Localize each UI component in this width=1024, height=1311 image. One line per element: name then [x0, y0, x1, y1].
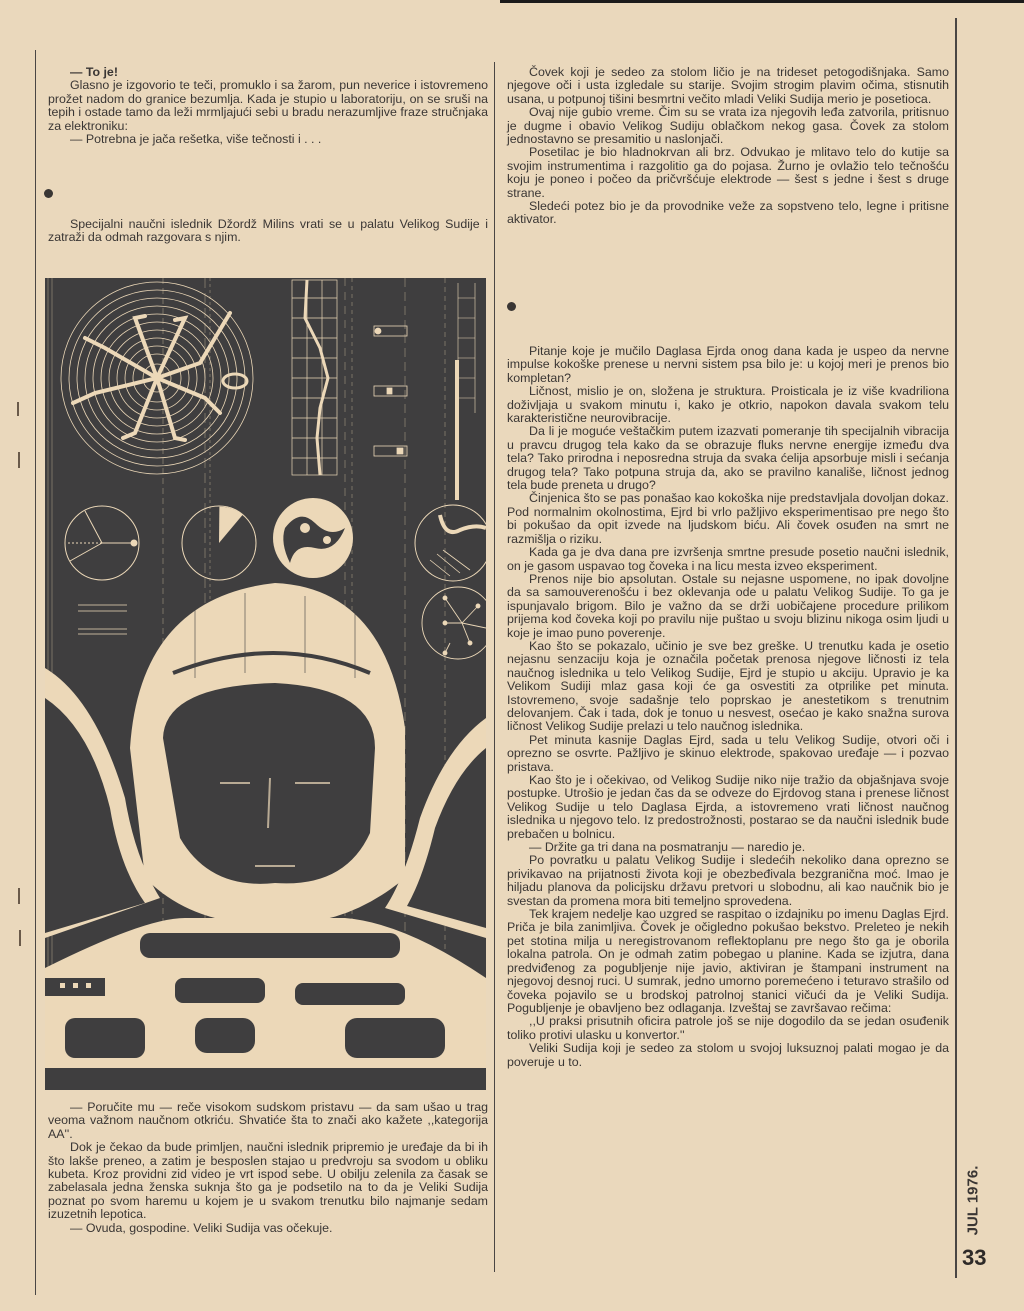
paragraph: Kao što je i očekivao, od Velikog Sudije niko nije tražio da objašnjava svoje postupke. Utrošio je jedan čas da se odveze do Ejrdovog stana i prenese ličnost Velikog Sudije u telo Daglasa Ejrda, a istovremeno vrati ličnost naučnog islednika u njegovo telo. Iz predostrožnosti, postarao se da naučni islednik bude prebačen u bolnicu. [507, 773, 949, 841]
margin-mark [19, 930, 21, 946]
margin-mark [18, 452, 20, 468]
paragraph: Specijalni naučni islednik Džordž Milins vrati se u palatu Velikog Sudije i zatraži da odmah razgovara s njim. [48, 217, 488, 245]
left-column-top-text [48, 66, 488, 146]
paragraph: ,,U praksi prisutnih oficira patrole još se nije dogodilo da se jedan osuđenik toliko protivi ulasku u konvertor.'' [507, 1014, 949, 1042]
paragraph: Ovaj nije gubio vreme. Čim su se vrata iza njegovih leđa zatvorila, pritisnuo je dugme i obavio Velikog Sudiju oblačkom nekog gasa. Čovek za stolom jednostavno se presamitio u naslonjači. [507, 105, 949, 147]
section-bullet [44, 189, 53, 198]
astronaut-illustration [45, 278, 486, 1090]
paragraph: — Ovuda, gospodine. Veliki Sudija vas očekuje. [70, 1220, 333, 1235]
astronaut-helmet [130, 583, 405, 923]
right-column-top-text [507, 66, 949, 227]
paragraph: — Potrebna je jača rešetka, više tečnosti i . . . [70, 132, 322, 147]
issue-date-text: JUL 1976. [964, 1165, 982, 1235]
paragraph: Dok je čekao da bude primljen, naučni islednik pripremio je uređaje da bi ih što lakše preneo, a zatim je besposlen stajao u predvroju sa svodom u obliku kubeta. Kroz providni zid video je vrt ispod sebe. U obilju zelenila za časak se zabelasala jedna ženska suknja što ga je podsetilo na to da je Veliki Sudija poznat po svom haremu u kojem je u svakom trenutku bilo najmanje sedam izuzetnih lepotica. [48, 1140, 488, 1222]
paragraph: Činjenica što se pas ponašao kao kokoška nije predstavljala dovoljan dokaz. Pod normalnim okolnostima, Ejrd bi vrlo pažljivo eksperimentisao pre nego što bi pokušao da opit izvede na ljudskom biću. Ali čovek osuđen na smrt ne razmišlja o riziku. [507, 491, 949, 546]
left-column-rule [35, 50, 36, 1295]
right-column-section-text [507, 345, 949, 1069]
issue-date [958, 1165, 988, 1235]
dial-blob [273, 498, 353, 578]
paragraph: Pitanje koje je mučilo Daglasa Ejrda onog dana kada je uspeo da nervne impulse kokoške prenese u nervni sistem psa bilo je: u kojoj meri je prenos bio kompletan? [507, 344, 949, 385]
paragraph: Kao što se pokazalo, učinio je sve bez greške. U trenutku kada je osetio nejasnu senzaciju koja je označila početak prenosa njegove ličnosti iz tela naučnog islednika u telo Velikog Sudije, Ejrd je stupio u akciju. Upravio je ka Velikom Sudiji mlaz gasa koji će ga osvestiti za otprilike pet minuta. Istovremeno, svoje sadašnje telo poprskao je anestetikom s trenutnim delovanjem. Čak i tada, dok je tonuo u nesvest, osećao je kako snažna surova ličnost Velikog Sudije prelazi u telo naučnog islednika. [507, 638, 949, 734]
page-number: 33 [962, 1245, 987, 1270]
paragraph: Tek krajem nedelje kao uzgred se raspitao o izdajniku po imenu Daglas Ejrd. Priča je bila zanimljiva. Čovek je očigledno pokušao bekstvo. Preleteo je nekih pet stotina milja u neregistrovanom reflektoplanu pre nego što ga je oborila lokalna patrola. On je odmah zatim pobegao u planine. Kada se izjutra, dana predviđenog za pogubljenje nije javio, aktiviran je štampani instrument na njegovoj desnoj ruci. U sumrak, jedno umorno poremećeno i teturavo strašilo od čoveka pojavilo se u brodskoj patrolnoj stanici vičući da je Veliki Sudija. Pogubljenje je obavljeno bez odlaganja. Izveštaj se završavao rečima: [507, 907, 949, 1015]
margin-mark [18, 888, 20, 904]
paragraph: Ličnost, mislio je on, složena je struktura. Proisticala je iz više kvadriliona doživljaja u svakom minutu i, kako je otkrio, napokon davala svakom telu karakteristične neurovibracije. [507, 384, 949, 426]
left-column-section-text [48, 218, 488, 245]
paragraph: Kada ga je dva dana pre izvršenja smrtne presude posetio naučni islednik, on je gasom uspavao tog čoveka i na licu mesta izveo eksperiment. [507, 545, 949, 573]
margin-mark [17, 402, 19, 416]
center-column-rule [494, 62, 495, 1272]
paragraph: Prenos nije bio apsolutan. Ostale su nejasne uspomene, no ipak dovoljne da sa samouverenošću i bez oklevanja ode u palatu Velikog Sudije. To ga je ispunjavalo brigom. Bilo je važno da se drži uobičajene procedure prilikom prijema kod čoveka koji po pravilu nije puštao u svoju blizinu nikoga osim ljudi u koje je imao puno poverenje. [507, 571, 949, 640]
paragraph: Sledeći potez bio je da provodnike veže za sopstveno telo, legne i pritisne aktivator. [507, 199, 949, 227]
paragraph: Posetilac je bio hladnokrvan ali brz. Odvukao je mlitavo telo do kutije sa svojim instrumentima i razgolitio ga do pojasa. Žurno je ovlažio telo tečnošću koju je poneo i počeo da pričvršćuje elektrode — šest s jedne i šest s druge strane. [507, 145, 949, 200]
paragraph: Glasno je izgovorio te teči, promuklo i sa žarom, pun neverice i istovremeno prožet nadom do granice bezumlja. Kada je stupio u laboratoriju, on se sruši na tepih i ostade tamo da leži mrmljajući sebi u bradu nerazumljive fraze stručnjaka za elektroniku: [48, 78, 488, 133]
paragraph: Po povratku u palatu Velikog Sudije i sledećih nekoliko dana oprezno se privikavao na prijatnosti života koji je obezbeđivala bezgranična moć. Imao je hiljadu planova da policijsku državu pretvori u slobodnu, ali kao naučnik bio je svestan da promena mora biti temeljno sprovedena. [507, 853, 949, 908]
paragraph: Da li je moguće veštačkim putem izazvati pomeranje tih specijalnih vibracija u pravcu drugog tela kako da se obrazuje fluks nervne energije između dva tela? Tako prirodna i neposredna struja da svaka ćelija apsorbuje misli i sećanja drugog tela? Tako potpuna struja da, ako se pravilno kanališe, ličnost jednog tela bude preneta u drugo? [507, 424, 949, 493]
paragraph: Čovek koji je sedeo za stolom ličio je na trideset petogodišnjaka. Samo njegove oči i usta izgledale su starije. Svojim strogim plavim očima, stisnutih usana, u potpunoj tišini besmrtni večito mladi Veliki Sudija merio je posetioca. [507, 65, 949, 106]
section-bullet [507, 302, 516, 311]
paragraph: Veliki Sudija koji je sedeo za stolom u svojoj luksuznoj palati mogao je da poveruje u to. [507, 1041, 949, 1069]
level-bar [455, 360, 459, 500]
paragraph: Pet minuta kasnije Daglas Ejrd, sada u telu Velikog Sudije, otvori oči i oprezno se osvrte. Pažljivo je skinuo elektrode, spakovao uređaje — i pozvao pristava. [507, 732, 949, 774]
right-margin-rule [955, 18, 957, 1278]
left-column-bottom-text [48, 1101, 488, 1235]
top-edge-bar [500, 0, 1024, 3]
paragraph: — To je! [70, 65, 118, 79]
paragraph: — Držite ga tri dana na posmatranju — naredio je. [529, 840, 806, 855]
paragraph: — Poručite mu — reče visokom sudskom pristavu — da sam ušao u trag veoma važnom naučnom otkriću. Shvatiće šta to znači ako kažete ,,kategorija AA''. [48, 1100, 488, 1141]
